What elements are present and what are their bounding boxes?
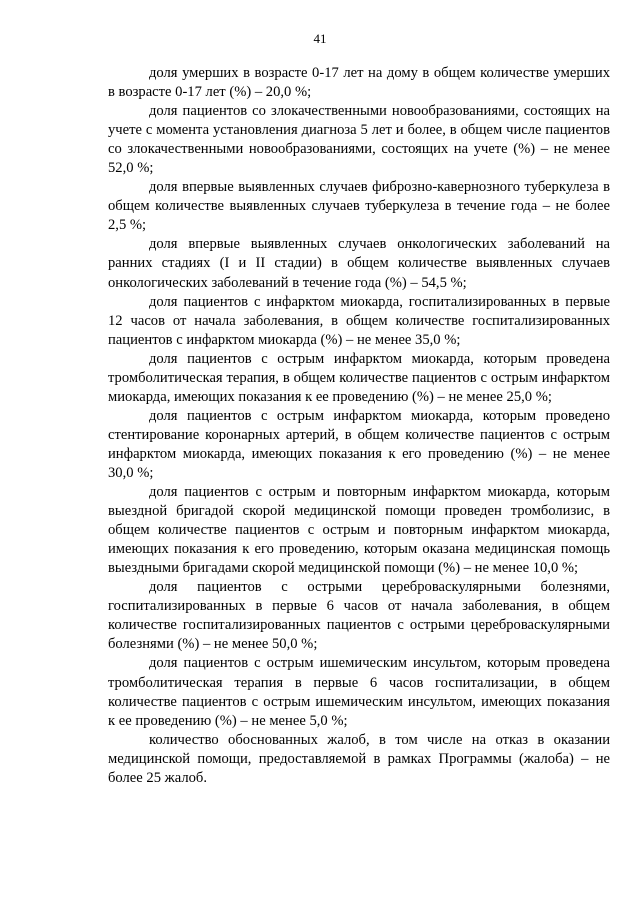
paragraph-stroke-thrombolysis: доля пациентов с острым ишемическим инсультом, которым проведена тромболитическая терапия в первые 6 часов госпитализации, в общем количестве пациентов с острым ишемическим инсультом, имеющих показания к ее проведению (%) – не менее 5,0 %; (108, 655, 610, 729)
paragraph-cerebrovascular: доля пациентов с острыми цереброваскулярными болезнями, госпитализированных в первые 6 часов от начала заболевания, в общем количестве госпитализированных пациентов с острыми цереброваскулярными болезнями (%) – не менее 50,0 %; (108, 579, 610, 653)
paragraph-infarction-12-hours: доля пациентов с инфарктом миокарда, госпитализированных в первые 12 часов от начала заболевания, в общем количестве госпитализированных пациентов с инфарктом миокарда (%) – не менее 35,0 %; (108, 293, 610, 348)
paragraph-oncology-5-years: доля пациентов со злокачественными новообразованиями, состоящих на учете с момента установления диагноза 5 лет и более, в общем числе пациентов со злокачественными новообразованиями, состоящих на учете (%) – не менее 52,0 %; (108, 103, 610, 177)
paragraph-complaints: количество обоснованных жалоб, в том числе на отказ в оказании медицинской помощи, предоставляемой в рамках Программы (жалоба) – не более 25 жалоб. (108, 731, 610, 786)
paragraph-oncology-early-stages: доля впервые выявленных случаев онкологических заболеваний на ранних стадиях (I и II стадии) в общем количестве выявленных случаев онкологических заболеваний в течение года (%) – 54,5 %; (108, 236, 610, 291)
paragraph-ambulance-thrombolysis: доля пациентов с острым и повторным инфарктом миокарда, которым выездной бригадой скорой медицинской помощи проведен тромболизис, в общем количестве пациентов с острым и повторным инфарктом миокарда, имеющих показания к его проведению, которым оказана медицинская помощь выездными бригадами скорой медицинской помощи (%) – не менее 10,0 %; (108, 484, 610, 577)
paragraph-deaths-at-home: доля умерших в возрасте 0-17 лет на дому в общем количестве умерших в возрасте 0-17 лет (%) – 20,0 %; (108, 65, 610, 101)
paragraph-infarction-thrombolysis: доля пациентов с острым инфарктом миокарда, которым проведена тромболитическая терапия, в общем количестве пациентов с острым инфарктом миокарда, имеющих показания к ее проведению (%) – не менее 25,0 %; (108, 350, 610, 405)
paragraph-tuberculosis: доля впервые выявленных случаев фиброзно-кавернозного туберкулеза в общем количестве выявленных случаев туберкулеза в течение года – не более 2,5 %; (108, 179, 610, 234)
page-number: 41 (313, 31, 327, 46)
paragraph-infarction-stenting: доля пациентов с острым инфарктом миокарда, которым проведено стентирование коронарных артерий, в общем количестве пациентов с острым инфарктом миокарда, имеющих показания к его проведению (%) – не менее 30,0 %; (108, 407, 610, 481)
document-body (108, 64, 610, 788)
